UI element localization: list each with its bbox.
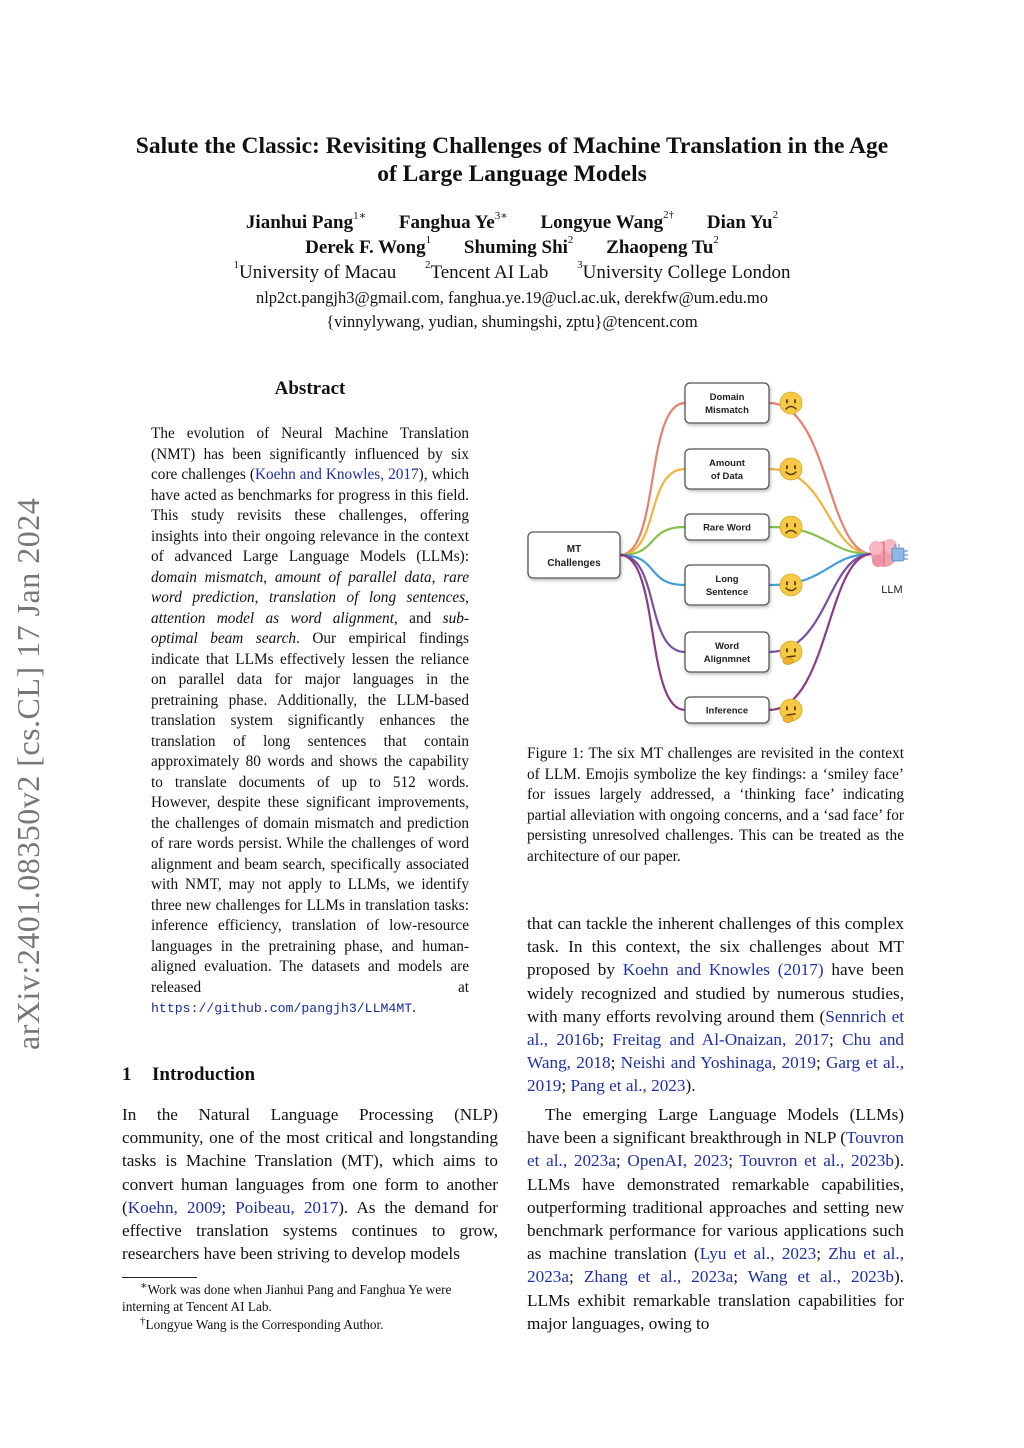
citation-link[interactable]: Neishi and Yoshinaga, 2019 <box>620 1053 816 1073</box>
author: Zhaopeng Tu$^2$ <box>606 234 719 258</box>
smiley-face-icon <box>780 458 802 480</box>
brain-icon <box>869 539 908 567</box>
author: Derek F. Wong$^1$ <box>305 234 432 258</box>
challenge-label: Long <box>715 574 739 585</box>
section-heading-introduction: 1 Introduction <box>122 1064 256 1085</box>
citation-link[interactable]: Freitag and Al-Onaizan, 2017 <box>612 1030 830 1050</box>
sad-face-icon <box>780 516 802 538</box>
emoji-mouth <box>787 714 795 715</box>
citation-link[interactable]: Koehn and Knowles, 2017 <box>254 466 419 483</box>
author: Longyue Wang$^{2\dagger}$ <box>540 209 675 233</box>
figure-1-caption: Figure 1: The six MT challenges are revisited in the context of LLM. Emojis symbolize the key findings: a ‘smiley face’ for issues largely addressed, a ‘thinking face’ indicating partial alleviation with ongoing concerns, and a ‘sad face’ for persisting unresolved challenges. This can be treated as the architecture of our paper. <box>527 745 904 865</box>
citation-link[interactable]: OpenAI, 2023 <box>627 1151 729 1171</box>
citation-link[interactable]: Wang et al., 2023b <box>747 1267 894 1287</box>
challenge-label: Domain <box>709 392 745 403</box>
authors-row-1 <box>100 209 924 234</box>
source-label-line-2: Challenges <box>547 558 601 569</box>
paper-title <box>100 132 924 188</box>
footnote-rule <box>122 1277 197 1278</box>
challenge-node <box>685 697 802 723</box>
right-column-paragraph-2: The emerging Large Language Models (LLMs) have been a significant breakthrough in NLP (Touvron et al., 2023a; OpenAI, 2023; Touvron et al., 2023b). LLMs have demonstrated remarkable capabilities, outperforming traditional approaches and setting new benchmark performance for various applications such as machine translation (Lyu et al., 2023; Zhu et al., 2023a; Zhang et al., 2023a; Wang et al., 2023b). LLMs exhibit remarkable translation capabilities for major languages, owing to <box>527 1105 905 1333</box>
flow-line-out <box>769 554 872 652</box>
challenge-label: Alignmnet <box>703 654 751 665</box>
citation-link[interactable]: Koehn and Knowles <box>622 960 770 980</box>
footnote-1: ∗Work was done when Jianhui Pang and Fanghua Ye were interning at Tencent AI Lab. <box>122 1280 452 1314</box>
author: Shuming Shi$^2$ <box>463 234 574 258</box>
repo-url-link[interactable]: https://github.com/pangjh3/LLM4MT <box>151 1001 413 1016</box>
footnote-2: †Longyue Wang is the Corresponding Author. <box>140 1315 384 1332</box>
challenge-label: of Data <box>710 471 744 482</box>
citation-link[interactable]: Chu and Wang, 2018 <box>527 1030 905 1073</box>
target-label: LLM <box>881 584 903 596</box>
citation-link[interactable]: (2017) <box>777 960 824 980</box>
flow-line-in <box>620 403 685 555</box>
email-line-1: nlp2ct.pangjh3@gmail.com, fanghua.ye.19@ucl.ac.uk, derekfw@um.edu.mo <box>255 288 769 307</box>
source-node <box>528 532 620 578</box>
affiliation: $^2$Tencent AI Lab <box>424 259 549 283</box>
title-line-2: of Large Language Models <box>377 161 647 187</box>
author: Fanghua $Ye^{3∗}$ <box>398 210 508 233</box>
citation-link[interactable]: Sennrich et al., 2016b <box>527 1006 904 1050</box>
challenge-node <box>685 514 802 540</box>
author: Jianhui Pang$^{1∗}$ <box>245 210 367 233</box>
author: Dian Yu$^2$ <box>706 209 779 233</box>
arxiv-identifier: arXiv:2401.08350v2 [cs.CL] 17 Jan 2024 <box>10 497 46 1050</box>
challenge-node <box>685 383 802 423</box>
challenge-label: Inference <box>705 705 749 717</box>
citation-link[interactable]: Touvron et al., 2023a <box>527 1128 904 1171</box>
intro-paragraph: In the Natural Language Processing (NLP) community, one of the most critical and longstanding tasks is Machine Translation (MT), which aims to convert human languages from one form to another (Koehn, 2009; Poibeau, 2017). As the demand for effective translation systems continues to grow, researchers have been striving to develop models <box>122 1105 499 1264</box>
challenge-node <box>685 449 802 489</box>
challenge-label: Word <box>714 641 740 652</box>
title-line-1: Salute the Classic: Revisiting Challenges of Machine Translation in the Age <box>135 133 889 159</box>
challenge-label: Mismatch <box>705 405 749 416</box>
flow-line-out <box>769 469 872 554</box>
citation-link[interactable]: Koehn, 2009 <box>127 1197 222 1217</box>
emoji-mouth <box>787 656 795 657</box>
citation-link[interactable]: Lyu et al., 2023 <box>699 1244 817 1264</box>
challenge-node <box>685 632 802 672</box>
affiliations <box>100 259 924 284</box>
abstract-heading: Abstract <box>274 378 346 399</box>
citation-link[interactable]: Garg et al., 2019 <box>527 1053 904 1096</box>
authors-row-2 <box>100 234 924 259</box>
figure-1-diagram <box>520 372 920 732</box>
citation-link[interactable]: Zhang et al., 2023a <box>583 1267 734 1287</box>
smiley-face-icon <box>780 574 802 596</box>
emoji-hand <box>783 716 793 723</box>
affiliation: $^1$University of Macau <box>233 259 397 283</box>
challenge-node <box>685 565 802 605</box>
challenge-label: Rare Word <box>703 522 751 534</box>
emoji-hand <box>783 658 793 665</box>
abstract-body: The evolution of Neural Machine Translation (NMT) has been significantly influenced by six core challenges (Koehn and Knowles, 2017), which have acted as benchmarks for progress in this field. This study revisits these challenges, offering insights into their ongoing relevance in the context of advanced Large Language Models (LLMs): domain mismatch, amount of parallel data, rare word prediction, translation of long sentences, attention model as word alignment, and sub-optimal beam search. Our empirical findings indicate that LLMs effectively lessen the reliance on parallel data for major languages in the pretraining phase. Additionally, the LLM-based translation system significantly enhances the translation of long sentences that contain approximately 80 words and shows the capability to translate documents of up to 512 words. However, despite these significant improvements, the challenges of domain mismatch and prediction of rare words persist. While the challenges of word alignment and beam search, specifically associated with NMT, may not apply to LLMs, we identify three new challenges for LLMs in translation tasks: inference efficiency, translation of low-resource languages in the pretraining phase, and human-aligned evaluation. The datasets and models are released at https://github.com/pangjh3/LLM4MT. <box>151 425 470 1016</box>
email-line-2: {vinnylywang, yudian, shumingshi, zptu}@tencent.com <box>326 312 698 331</box>
right-column-paragraph-1: that can tackle the inherent challenges of this complex task. In this context, the six challenges about MT proposed by Koehn and Knowles (2017) have been widely recognized and studied by numerous studies, with many efforts revolving around them (Sennrich et al., 2016b; Freitag and Al-Onaizan, 2017; Chu and Wang, 2018; Neishi and Yoshinaga, 2019; Garg et al., 2019; Pang et al., 2023). <box>527 914 905 1096</box>
citation-link[interactable]: Touvron et al., 2023b <box>739 1151 894 1171</box>
source-label-line-1: MT <box>566 544 582 555</box>
flow-line-in <box>620 555 685 710</box>
citation-link[interactable]: Zhu et al., 2023a <box>527 1244 905 1287</box>
sad-face-icon <box>780 392 802 414</box>
affiliation: $^3$University College London <box>577 259 791 283</box>
challenge-label: Sentence <box>705 587 749 598</box>
citation-link[interactable]: Poibeau, 2017 <box>235 1197 339 1217</box>
challenge-label: Amount <box>709 458 745 469</box>
citation-link[interactable]: Pang et al., 2023 <box>570 1076 686 1096</box>
